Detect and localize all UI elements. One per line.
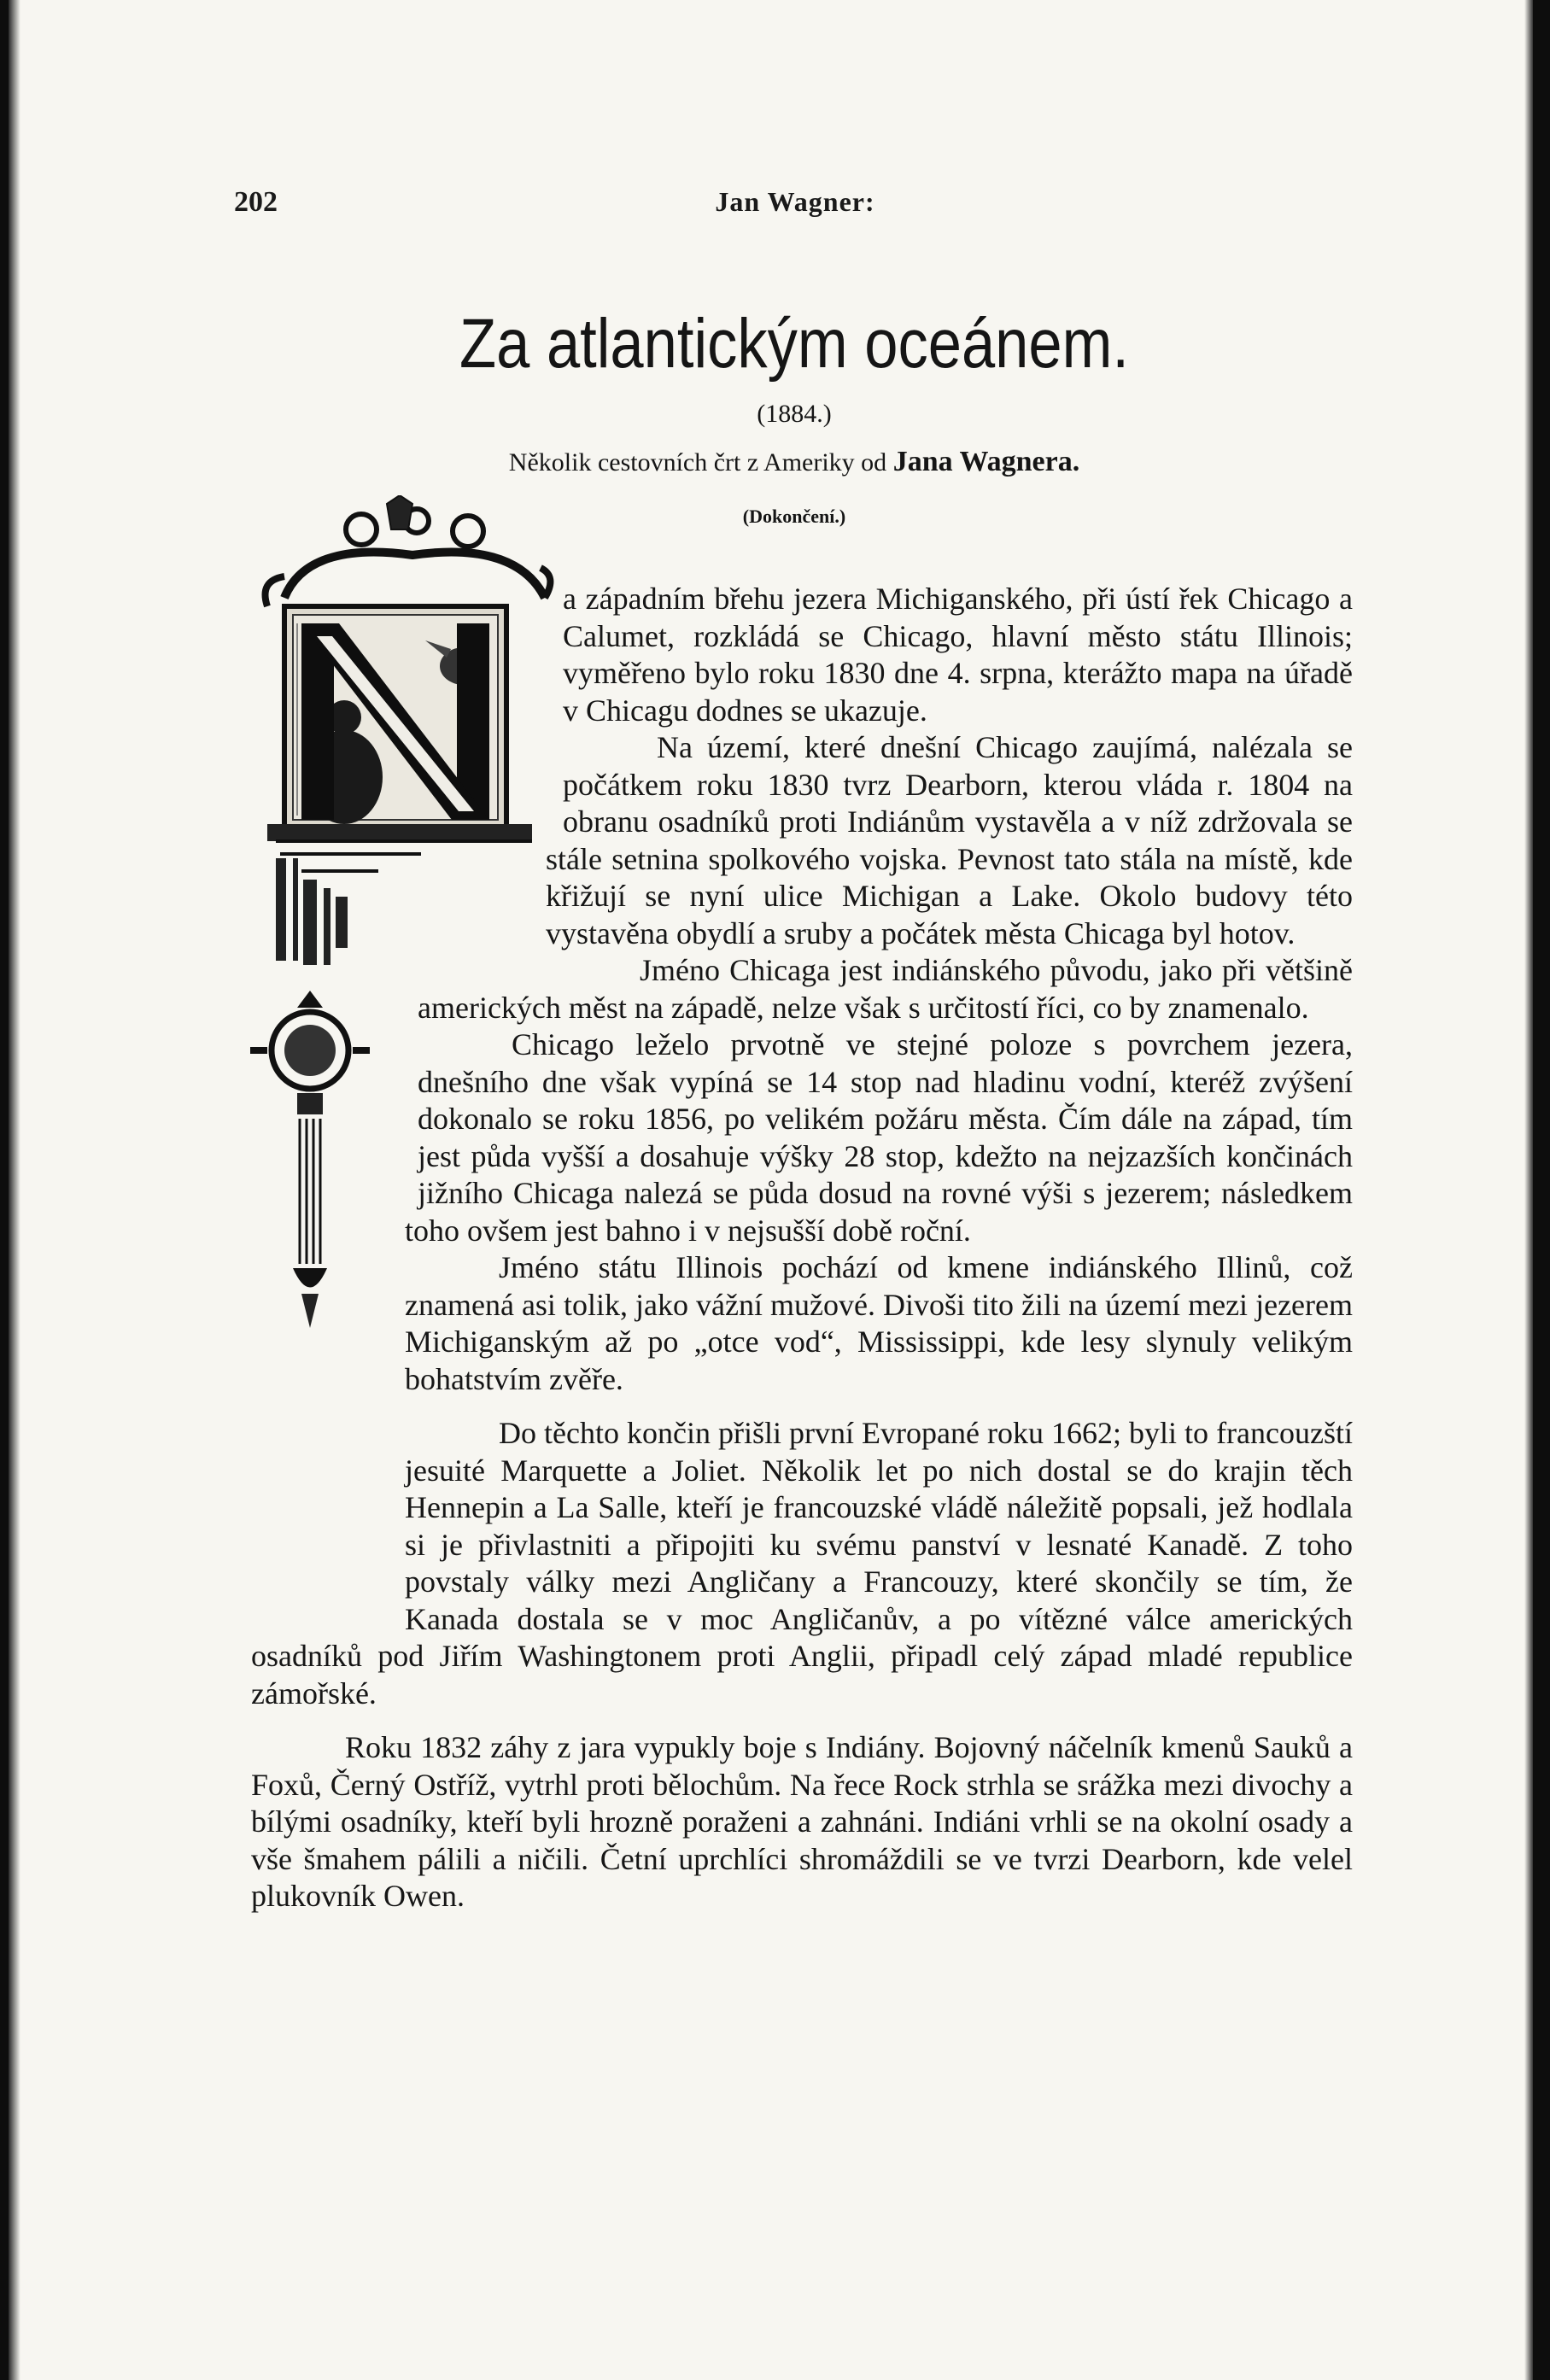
subtitle-prefix: Několik cestovních črt z Ameriky od <box>508 448 887 477</box>
paragraph-7: Roku 1832 záhy z jara vypukly boje s Indiány. Bojovný náčelník kmenů Sauků a Foxů, Černý Ostříž, vytrhl proti bělochům. Na řece Rock strhla se srážka mezi divochy a bílými osadníky, kteří byli hrozně poraženi a zahnáni. Indiáni vrhli se na okolní osady a vše šmahem pálili a ničili. Četní uprchlíci shromáždili se ve tvrzi Dearborn, kde velel plukovník Owen. <box>251 1730 1353 1913</box>
paragraph-5: Jméno státu Illinois pochází od kmene indiánského Illinů, což znamená asi tolik, jako vážní mužové. Divoši tito žili na území mezi jezerem Michiganským až po „otce vod“, Mississippi, kde lesy slynuly velikým bohatstvím zvěře. <box>405 1250 1353 1396</box>
running-head: Jan Wagner: <box>715 186 875 217</box>
paragraph-6: Do těchto končin přišli první Evropané roku 1662; byli to francouzští jesuité Marquette a Joliet. Několik let po nich dostal se do krajin těch Hennepin a La Salle, kteří je francouzské vládě náležitě popsali, jež hodlala si je přivlastniti a připojiti ku svému panství v lesnaté Kanadě. Z toho povstaly války mezi Angličany a Francouzy, které skončily se tím, že Kanada dostala se v moc Angličanův, a po vítězné válce amerických osadníků pod Jiřím Washingtonem proti Anglii, připadl celý západ mladé republice zámořské. <box>251 1416 1353 1710</box>
author-name: Jana Wagnera. <box>892 446 1080 477</box>
page-number: 202 <box>234 186 278 218</box>
paragraph-4: Chicago leželo prvotně ve stejné poloze s povrchem jezera, dnešního dne však vypíná se 14 stop nad hladinu vodní, kteréž zvýšení dokonalo se roku 1856, po velikém požáru města. Čím dále na západ, tím jest půda vyšší a dosahuje výšky 28 stop, kdežto na nejzazších končinách jižního Chicaga nalezá se půda dosud na rovné výši s jezerem; následkem toho ovšem jest bahno i v nejsušší době roční. <box>405 1027 1353 1248</box>
article-body <box>251 581 1353 1915</box>
article-subtitle <box>231 446 1358 478</box>
article-year: (1884.) <box>757 400 832 428</box>
continued-note: (Dokončení.) <box>742 506 846 527</box>
article-title: Za atlantickým oceánem. <box>459 305 1129 383</box>
paragraph-2: Na území, které dnešní Chicago zaujímá, nalézala se počátkem roku 1830 tvrz Dearborn, kterou vláda r. 1804 na obranu osadníků proti Indiánům vystavěla a v níž zdržovala se stále setnina spolkového vojska. Pevnost tato stála na místě, kde křižují se nyní ulice Michigan a Lake. Okolo budovy této vystavěna obydlí a sruby a počátek města Chicaga byl hotov. <box>546 730 1353 950</box>
paragraph-1: a západním břehu jezera Michiganského, při ústí řek Chicago a Calumet, rozkládá se Chicago, hlavní město státu Illinois; vyměřeno bylo roku 1830 dne 4. srpna, kterážto mapa na úřadě v Chicagu dodnes se ukazuje. <box>563 582 1353 728</box>
book-page <box>9 0 1533 2380</box>
paragraph-3: Jméno Chicaga jest indiánského původu, jako při většině amerických měst na západě, nelze však s určitostí říci, co by znamenalo. <box>418 953 1353 1025</box>
page-header <box>234 186 1356 220</box>
